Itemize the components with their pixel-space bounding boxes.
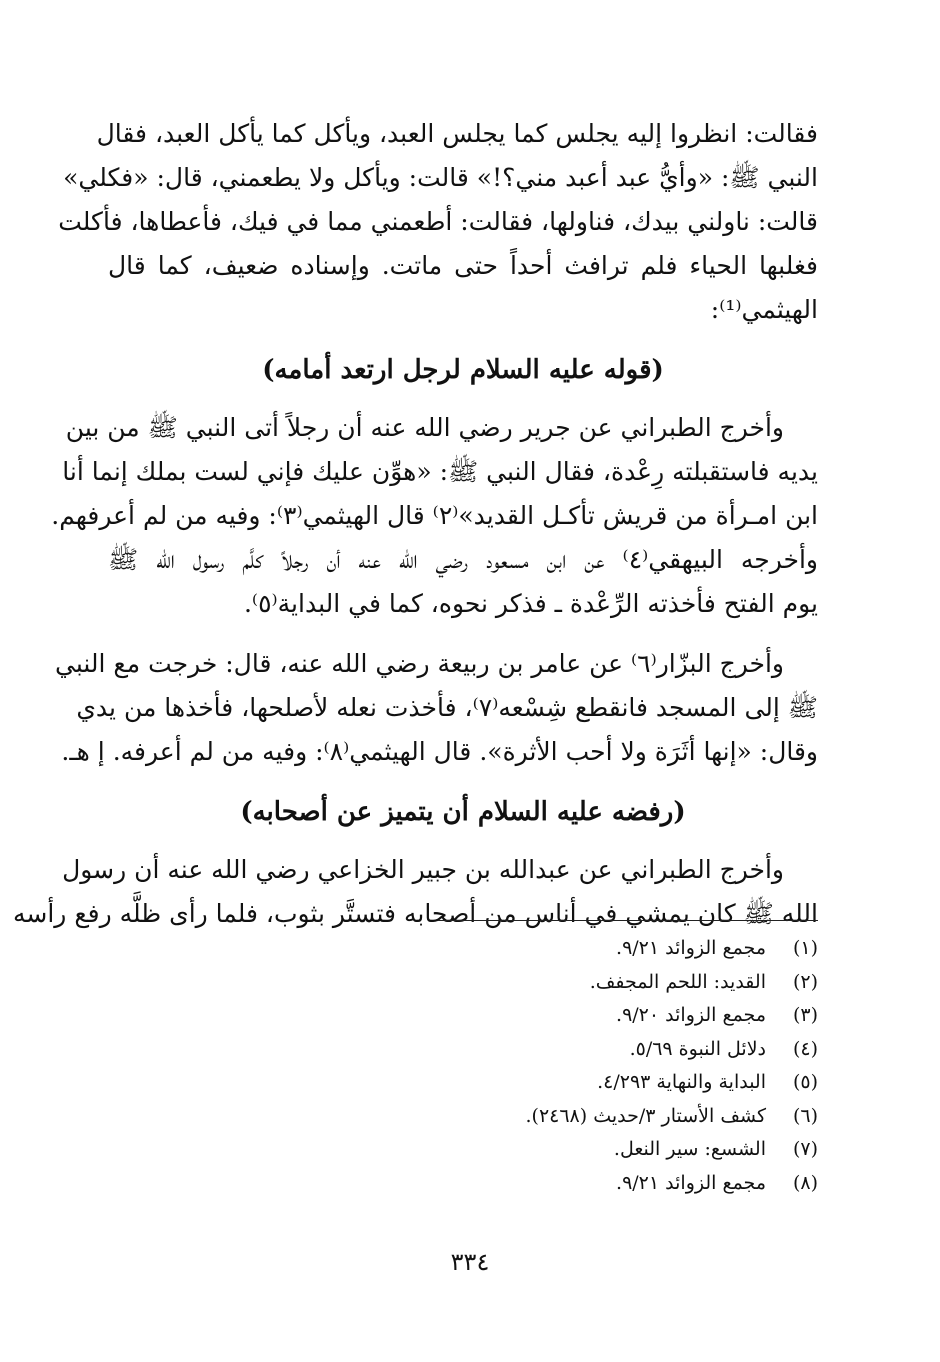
text-line: ابن امـرأة من قريش تأكـل القديد»⁽٢⁾ قال الهيثمي⁽٣⁾: وفيه من لم أعرفهم.: [51, 501, 818, 530]
section-heading: (قوله عليه السلام لرجل ارتعد أمامه): [262, 355, 664, 385]
text-line: النبي ﷺ: «وأيُّ عبد أعبد مني؟!» قالت: ويأكل ولا يطعمني، قال: «فكلي»: [63, 163, 818, 192]
footnote-number: (٤): [792, 1037, 818, 1060]
text-line: وأخرجه البيهقي⁽٤⁾ عن ابن مسعود رضي الله عنه أن رجلاً كلَّم رسول الله ﷺ: [108, 545, 818, 574]
footnote-item: [298, 1100, 818, 1134]
footnote-number: (٨): [792, 1171, 818, 1194]
footnote-number: (٦): [792, 1104, 818, 1127]
text-line: قالت: ناولني بيدك، فناولها، فقالت: أطعمني مما في فيك، فأعطاها، فأكلت: [58, 207, 818, 236]
text-line: الله ﷺ كان يمشي في أناس من أصحابه فتستَّر بثوب، فلما رأى ظلَّه رفع رأسه: [13, 899, 818, 928]
text-line: فقالت: انظروا إليه يجلس كما يجلس العبد، ويأكل كما يأكل العبد، فقال: [96, 119, 818, 148]
paragraph-2: [51, 406, 818, 626]
text-line: فغلبها الحياء فلم ترافث أحداً حتى ماتت. وإسناده ضعيف، كما قال: [108, 251, 818, 280]
footnote-text: كشف الأستار ٣/حديث (٢٤٦٨).: [525, 1104, 766, 1127]
paragraph-1: [58, 112, 818, 332]
footnote-text: القديد: اللحم المجفف.: [589, 970, 766, 993]
paragraph-4: [13, 848, 818, 936]
footnote-item: [298, 966, 818, 1000]
footnote-text: مجمع الزوائد ٩/٢١.: [616, 1171, 766, 1194]
footnote-item: [298, 999, 818, 1033]
footnote-text: الشسع: سير النعل.: [613, 1138, 766, 1160]
main-text: [13, 112, 818, 952]
footnote-text: مجمع الزوائد ٩/٢١.: [616, 937, 766, 959]
footnote-item: [298, 1167, 818, 1201]
footnote-item: [298, 1066, 818, 1100]
text-line: وأخرج البزّار⁽٦⁾ عن عامر بن ربيعة رضي الله عنه، قال: خرجت مع النبي: [54, 649, 784, 678]
footnote-number: (١): [792, 937, 818, 959]
footnote-text: دلائل النبوة ٥/٦٩.: [629, 1037, 766, 1060]
footnote-number: (٢): [792, 970, 818, 993]
text-line: وقال: «إنها أثَرَة ولا أحب الأثرة». قال الهيثمي⁽٨⁾: وفيه من لم أعرفه. إ هـ.: [61, 737, 818, 766]
footnote-item: [298, 932, 818, 966]
footnote-number: (٧): [792, 1138, 818, 1160]
text-line: يوم الفتح فأخذته الرِّعْدة ـ فذكر نحوه، كما في البداية⁽٥⁾.: [243, 589, 818, 618]
footnote-number: (٣): [792, 1004, 818, 1026]
text-line: وأخرج الطبراني عن جرير رضي الله عنه أن رجلاً أتى النبي ﷺ من بين: [65, 413, 784, 442]
text-line: ﷺ إلى المسجد فانقطع شِسْعه⁽٧⁾، فأخذت نعله لأصلحها، فأخذها من يدي: [76, 693, 818, 722]
footnote-item: [298, 1033, 818, 1067]
footnote-text: البداية والنهاية ٤/٢٩٣.: [597, 1071, 766, 1093]
page-number: ٣٣٤: [450, 1248, 490, 1276]
footnotes: [298, 932, 818, 1200]
footnote-number: (٥): [792, 1071, 818, 1093]
footnote-item: [298, 1133, 818, 1167]
section-heading: (رفضه عليه السلام أن يتميز عن أصحابه): [240, 797, 686, 827]
footnote-text: مجمع الزوائد ٩/٢٠.: [616, 1004, 766, 1026]
paragraph-3: [54, 642, 818, 774]
text-line: وأخرج الطبراني عن عبدالله بن جبير الخزاعي رضي الله عنه أن رسول: [62, 855, 784, 884]
footnote-separator: [438, 920, 818, 921]
text-line: يديه فاستقبلته رِعْدة، فقال النبي ﷺ: «هوِّن عليك فإني لست بملك إنما أنا: [62, 457, 818, 486]
text-line: الهيثمي⁽¹⁾:: [710, 295, 818, 324]
